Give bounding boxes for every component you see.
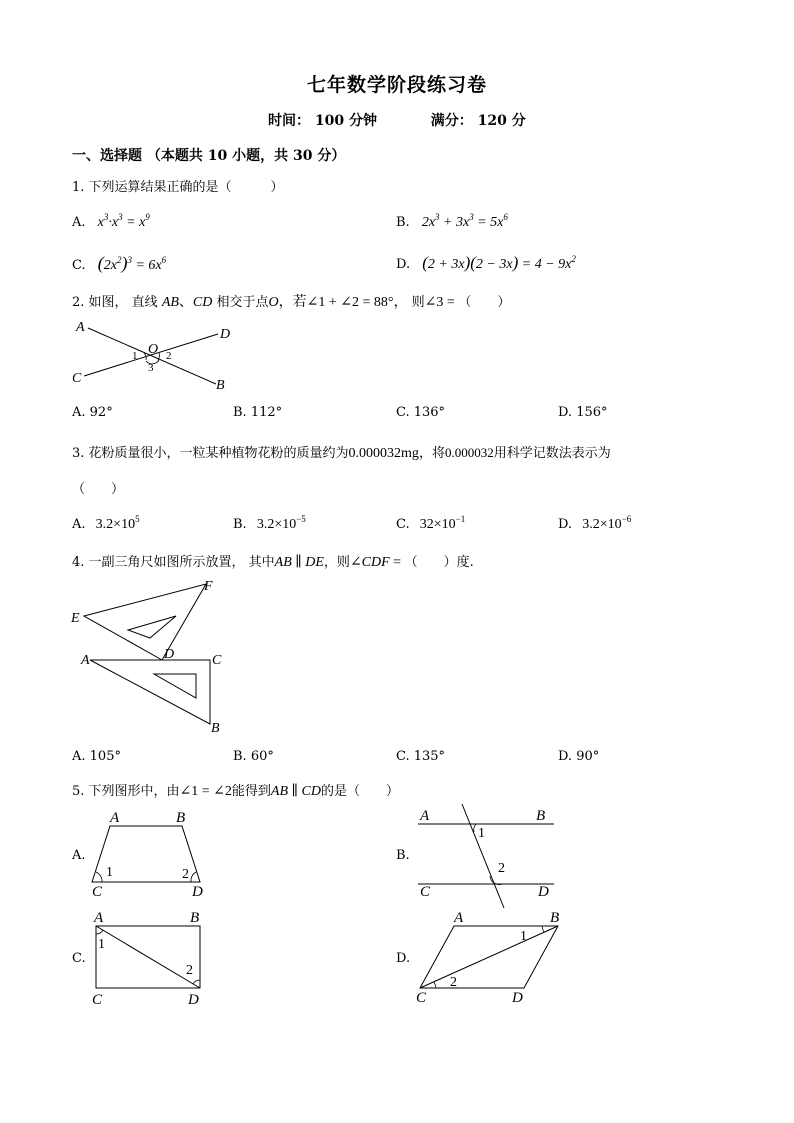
triangle-def xyxy=(84,584,206,660)
fig-label-3: 3 xyxy=(148,362,154,374)
fig-label-d: D xyxy=(192,884,203,900)
fig-label-f: F xyxy=(204,579,213,594)
question-3-stem xyxy=(72,442,611,462)
q3-option-c[interactable] xyxy=(396,514,465,533)
fig-label-c: C xyxy=(92,884,103,900)
fig-label-2: 2 xyxy=(498,861,505,876)
fig-label-c: C xyxy=(416,990,427,1006)
fig-label-a: A xyxy=(94,910,104,926)
q1-b-formula: $2x^3 + 3x^3 = 5x^6$ xyxy=(421,212,508,230)
q4-option-d[interactable]: D. 90° xyxy=(558,749,600,764)
q5-option-c[interactable] xyxy=(72,951,86,966)
question-4-stem: 4. 一副三角尺如图所示放置， 其中AB ∥ DE，则∠CDF = （ ）度. xyxy=(72,555,474,570)
q3-value1: 0.000032mg xyxy=(348,446,419,461)
q4-stem-pre: 4. 一副三角尺如图所示放置， 其中 xyxy=(72,555,275,570)
q5-stem-post: 的是（ ） xyxy=(320,784,399,799)
q2-option-c[interactable]: C. 136° xyxy=(396,405,446,420)
q3-option-d[interactable] xyxy=(558,514,631,533)
q4-option-a[interactable]: A. 105° xyxy=(72,749,121,764)
q4-stem-mid: ，则 xyxy=(323,555,350,570)
option-letter: D. xyxy=(558,517,573,532)
fig-label-b: B xyxy=(550,910,560,926)
option-letter: C. xyxy=(396,517,410,532)
q5-figure-b xyxy=(414,800,560,912)
q5-option-b[interactable] xyxy=(396,848,410,863)
q3-value2: 0.000032 xyxy=(444,445,494,460)
q3-d-value: $3.2\times 10^{-6}$ xyxy=(582,514,632,532)
fig-label-d: D xyxy=(188,992,199,1008)
angle-1-arc xyxy=(542,926,544,932)
q5-option-d[interactable] xyxy=(396,951,410,966)
q4-stem-post: （ ）度. xyxy=(404,555,474,570)
question-2-stem: 2. 如图， 直线 AB、CD 相交于点O，若∠1 + ∠2 = 88°， 则∠3 = （ ） xyxy=(72,295,511,310)
fig-label-b: B xyxy=(190,910,200,926)
fig-label-1: 1 xyxy=(106,865,113,880)
fig-label-o: O xyxy=(148,342,159,357)
page-title: 七年数学阶段练习卷 xyxy=(306,74,487,96)
q3-stem2: ，将 xyxy=(418,446,445,461)
q5-stem-mid: 能得到 xyxy=(231,784,271,799)
angle-2-arc xyxy=(193,980,200,984)
fig-label-1: 1 xyxy=(98,937,105,952)
fig-label-2: 2 xyxy=(186,963,193,978)
q3-a-value: $3.2\times 10^5$ xyxy=(95,514,140,532)
option-letter: B. xyxy=(396,848,410,863)
score-label: 满分： xyxy=(430,113,473,129)
q1-d-formula: $(2 + 3x)(2 - 3x) = 4 - 9x^2$ xyxy=(422,253,576,272)
fig-label-a: A xyxy=(110,810,120,826)
q1-c-formula: $(2x^2)^3 = 6x^6$ xyxy=(97,253,167,273)
option-letter: C. xyxy=(72,951,86,966)
diagonal-ad xyxy=(96,926,200,988)
q1-option-c[interactable] xyxy=(72,253,166,274)
time-value: 100 分钟 xyxy=(314,113,377,129)
fig-label-d: D xyxy=(164,647,175,662)
fig-label-e: E xyxy=(71,611,80,626)
q4-figure xyxy=(66,576,236,736)
option-letter: B. xyxy=(396,215,410,230)
triangle-def-inner xyxy=(128,616,176,638)
q2-figure xyxy=(70,316,240,394)
q3-paren: （ ） xyxy=(72,482,125,497)
fig-label-2: 2 xyxy=(182,867,189,882)
option-letter: C. xyxy=(72,258,86,273)
fig-label-d: D xyxy=(512,990,523,1006)
option-letter: A. xyxy=(72,848,86,863)
angle-1-arc xyxy=(474,824,476,832)
fig-label-a: A xyxy=(454,910,464,926)
triangle-acb xyxy=(90,660,210,724)
q2-option-b[interactable]: B. 112° xyxy=(233,405,283,420)
angle-1-arc xyxy=(96,930,103,934)
fig-label-d: D xyxy=(538,884,549,900)
option-letter: A. xyxy=(72,517,86,532)
exam-info xyxy=(268,110,526,130)
q1-option-b[interactable] xyxy=(396,212,508,231)
option-letter: D. xyxy=(396,257,411,272)
q1-option-a[interactable] xyxy=(72,212,150,231)
fig-label-b: B xyxy=(211,721,220,736)
q5-figure-d xyxy=(414,906,566,1010)
q3-option-a[interactable] xyxy=(72,514,140,533)
question-1-stem: 1. 下列运算结果正确的是（ ） xyxy=(72,180,284,195)
q5-stem-pre: 5. 下列图形中，由 xyxy=(72,784,180,799)
fig-label-c: C xyxy=(72,371,82,386)
angle-2-arc xyxy=(434,982,436,988)
fig-label-b: B xyxy=(216,378,225,393)
q2-option-d[interactable]: D. 156° xyxy=(558,405,608,420)
q1-a-formula: $x^3\cdot x^3 = x^9$ xyxy=(97,212,150,230)
q5-figure-c xyxy=(88,906,218,1010)
q4-option-b[interactable]: B. 60° xyxy=(233,749,274,764)
fig-label-a: A xyxy=(81,653,90,668)
diagonal-cb xyxy=(420,926,558,988)
transversal xyxy=(462,804,504,908)
triangle-acb-inner xyxy=(154,674,196,698)
fig-label-c: C xyxy=(212,653,222,668)
score-value: 120 分 xyxy=(477,113,526,129)
q3-b-value: $3.2\times 10^{-5}$ xyxy=(256,514,306,532)
angle-2-arc xyxy=(191,872,196,882)
q5-option-a[interactable] xyxy=(72,848,86,863)
q3-stem: 3. 花粉质量很小，一粒某种植物花粉的质量约为 xyxy=(72,446,349,461)
fig-label-b: B xyxy=(536,808,546,824)
question-5-stem: 5. 下列图形中，由∠1 = ∠2能得到AB ∥ CD的是（ ） xyxy=(72,784,399,799)
fig-label-c: C xyxy=(92,992,103,1008)
angle-1-arc xyxy=(96,872,102,882)
option-letter: B. xyxy=(233,517,247,532)
fig-label-2: 2 xyxy=(450,975,457,990)
option-letter: D. xyxy=(396,951,411,966)
fig-label-1: 1 xyxy=(478,826,485,841)
q5-figure-a xyxy=(88,808,218,900)
fig-label-1: 1 xyxy=(132,350,138,362)
q2-stem-pre: 2. 如图， 直线 xyxy=(72,295,158,310)
fig-label-2: 2 xyxy=(166,350,172,362)
fig-label-a: A xyxy=(420,808,430,824)
time-label: 时间： xyxy=(268,113,310,129)
q2-stem-mid: 相交于点 xyxy=(216,295,269,310)
q2-stem-post: 则 xyxy=(411,295,425,310)
fig-label-b: B xyxy=(176,810,186,826)
q3-stem3: 用科学记数法表示为 xyxy=(493,446,611,461)
q4-option-c[interactable]: C. 135° xyxy=(396,749,446,764)
section-heading: 一、选择题 （本题共 10 小题，共 30 分） xyxy=(72,148,346,164)
fig-label-d: D xyxy=(220,327,231,342)
q3-c-value: $32\times 10^{-1}$ xyxy=(419,514,466,532)
q2-option-a[interactable]: A. 92° xyxy=(72,405,113,420)
fig-label-a: A xyxy=(76,320,85,335)
fig-label-c: C xyxy=(420,884,431,900)
q3-option-b[interactable] xyxy=(233,514,306,533)
option-letter: A. xyxy=(72,215,86,230)
q2-paren: （ ） xyxy=(458,295,511,310)
fig-label-1: 1 xyxy=(520,929,527,944)
q1-option-d[interactable] xyxy=(396,253,576,273)
